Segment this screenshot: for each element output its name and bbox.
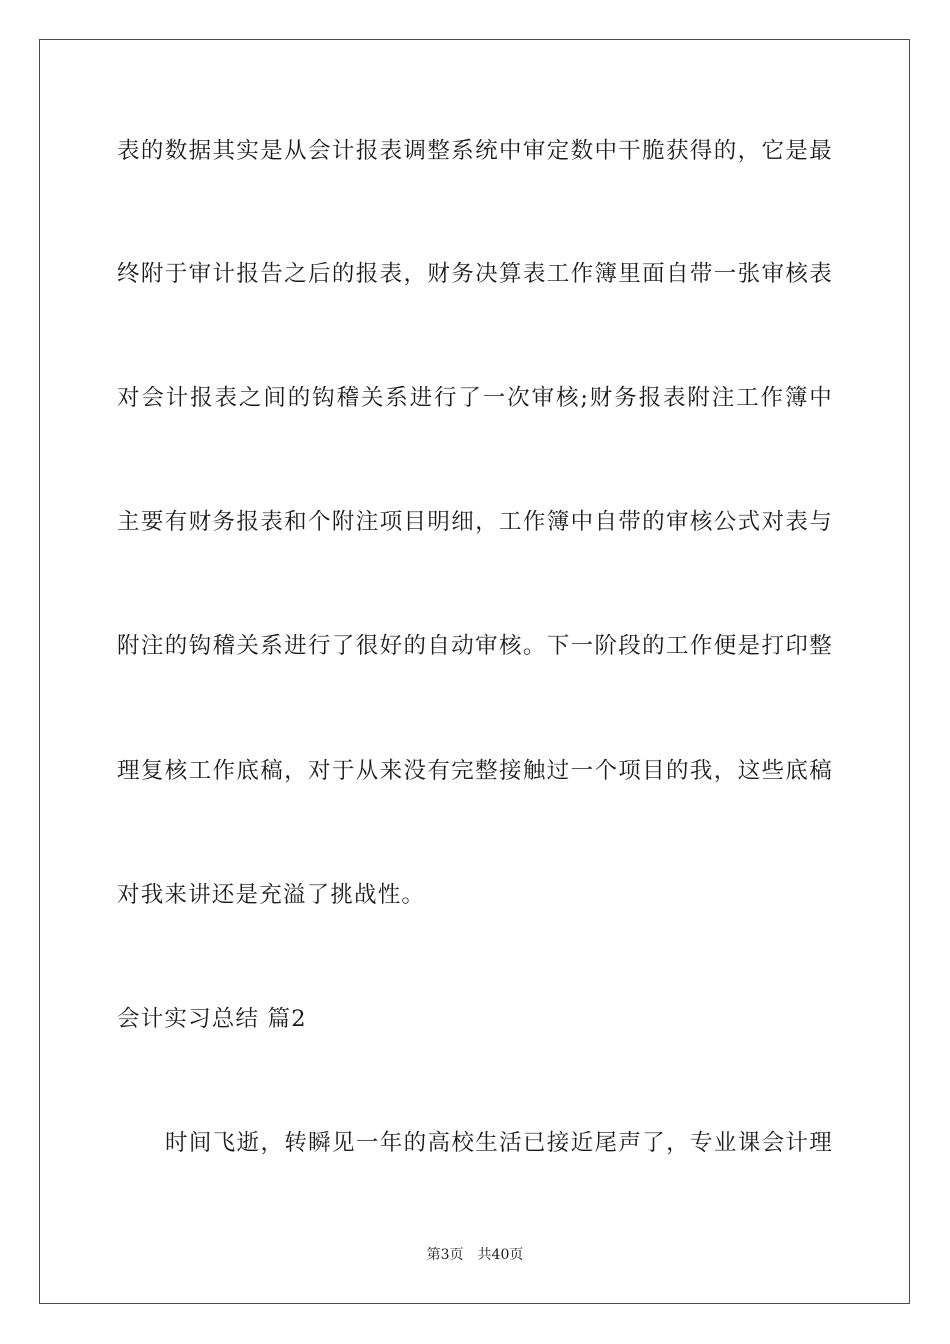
page-number: 第3页 [426,1247,464,1263]
body-text-line: 时间飞逝，转瞬见一年的高校生活已接近尾声了，专业课会计理 [165,1130,833,1156]
section-heading: 会计实习总结 篇2 [117,1006,307,1032]
body-text-line: 理复核工作底稿，对于从来没有完整接触过一个项目的我，这些底稿 [117,758,833,784]
body-text-line: 附注的钩稽关系进行了很好的自动审核。下一阶段的工作便是打印整 [117,633,833,659]
body-text-line: 主要有财务报表和个附注项目明细，工作簿中自带的审核公式对表与 [117,509,833,535]
page-footer [0,1245,950,1265]
body-text-line: 对我来讲还是充溢了挑战性。 [117,882,426,908]
body-text-line: 对会计报表之间的钩稽关系进行了一次审核;财务报表附注工作簿中 [117,385,833,411]
page-total: 共40页 [477,1247,524,1263]
body-text-line: 表的数据其实是从会计报表调整系统中审定数中干脆获得的，它是最 [117,138,833,164]
page-border [39,39,910,1304]
body-text-line: 终附于审计报告之后的报表，财务决算表工作簿里面自带一张审核表 [117,261,833,287]
